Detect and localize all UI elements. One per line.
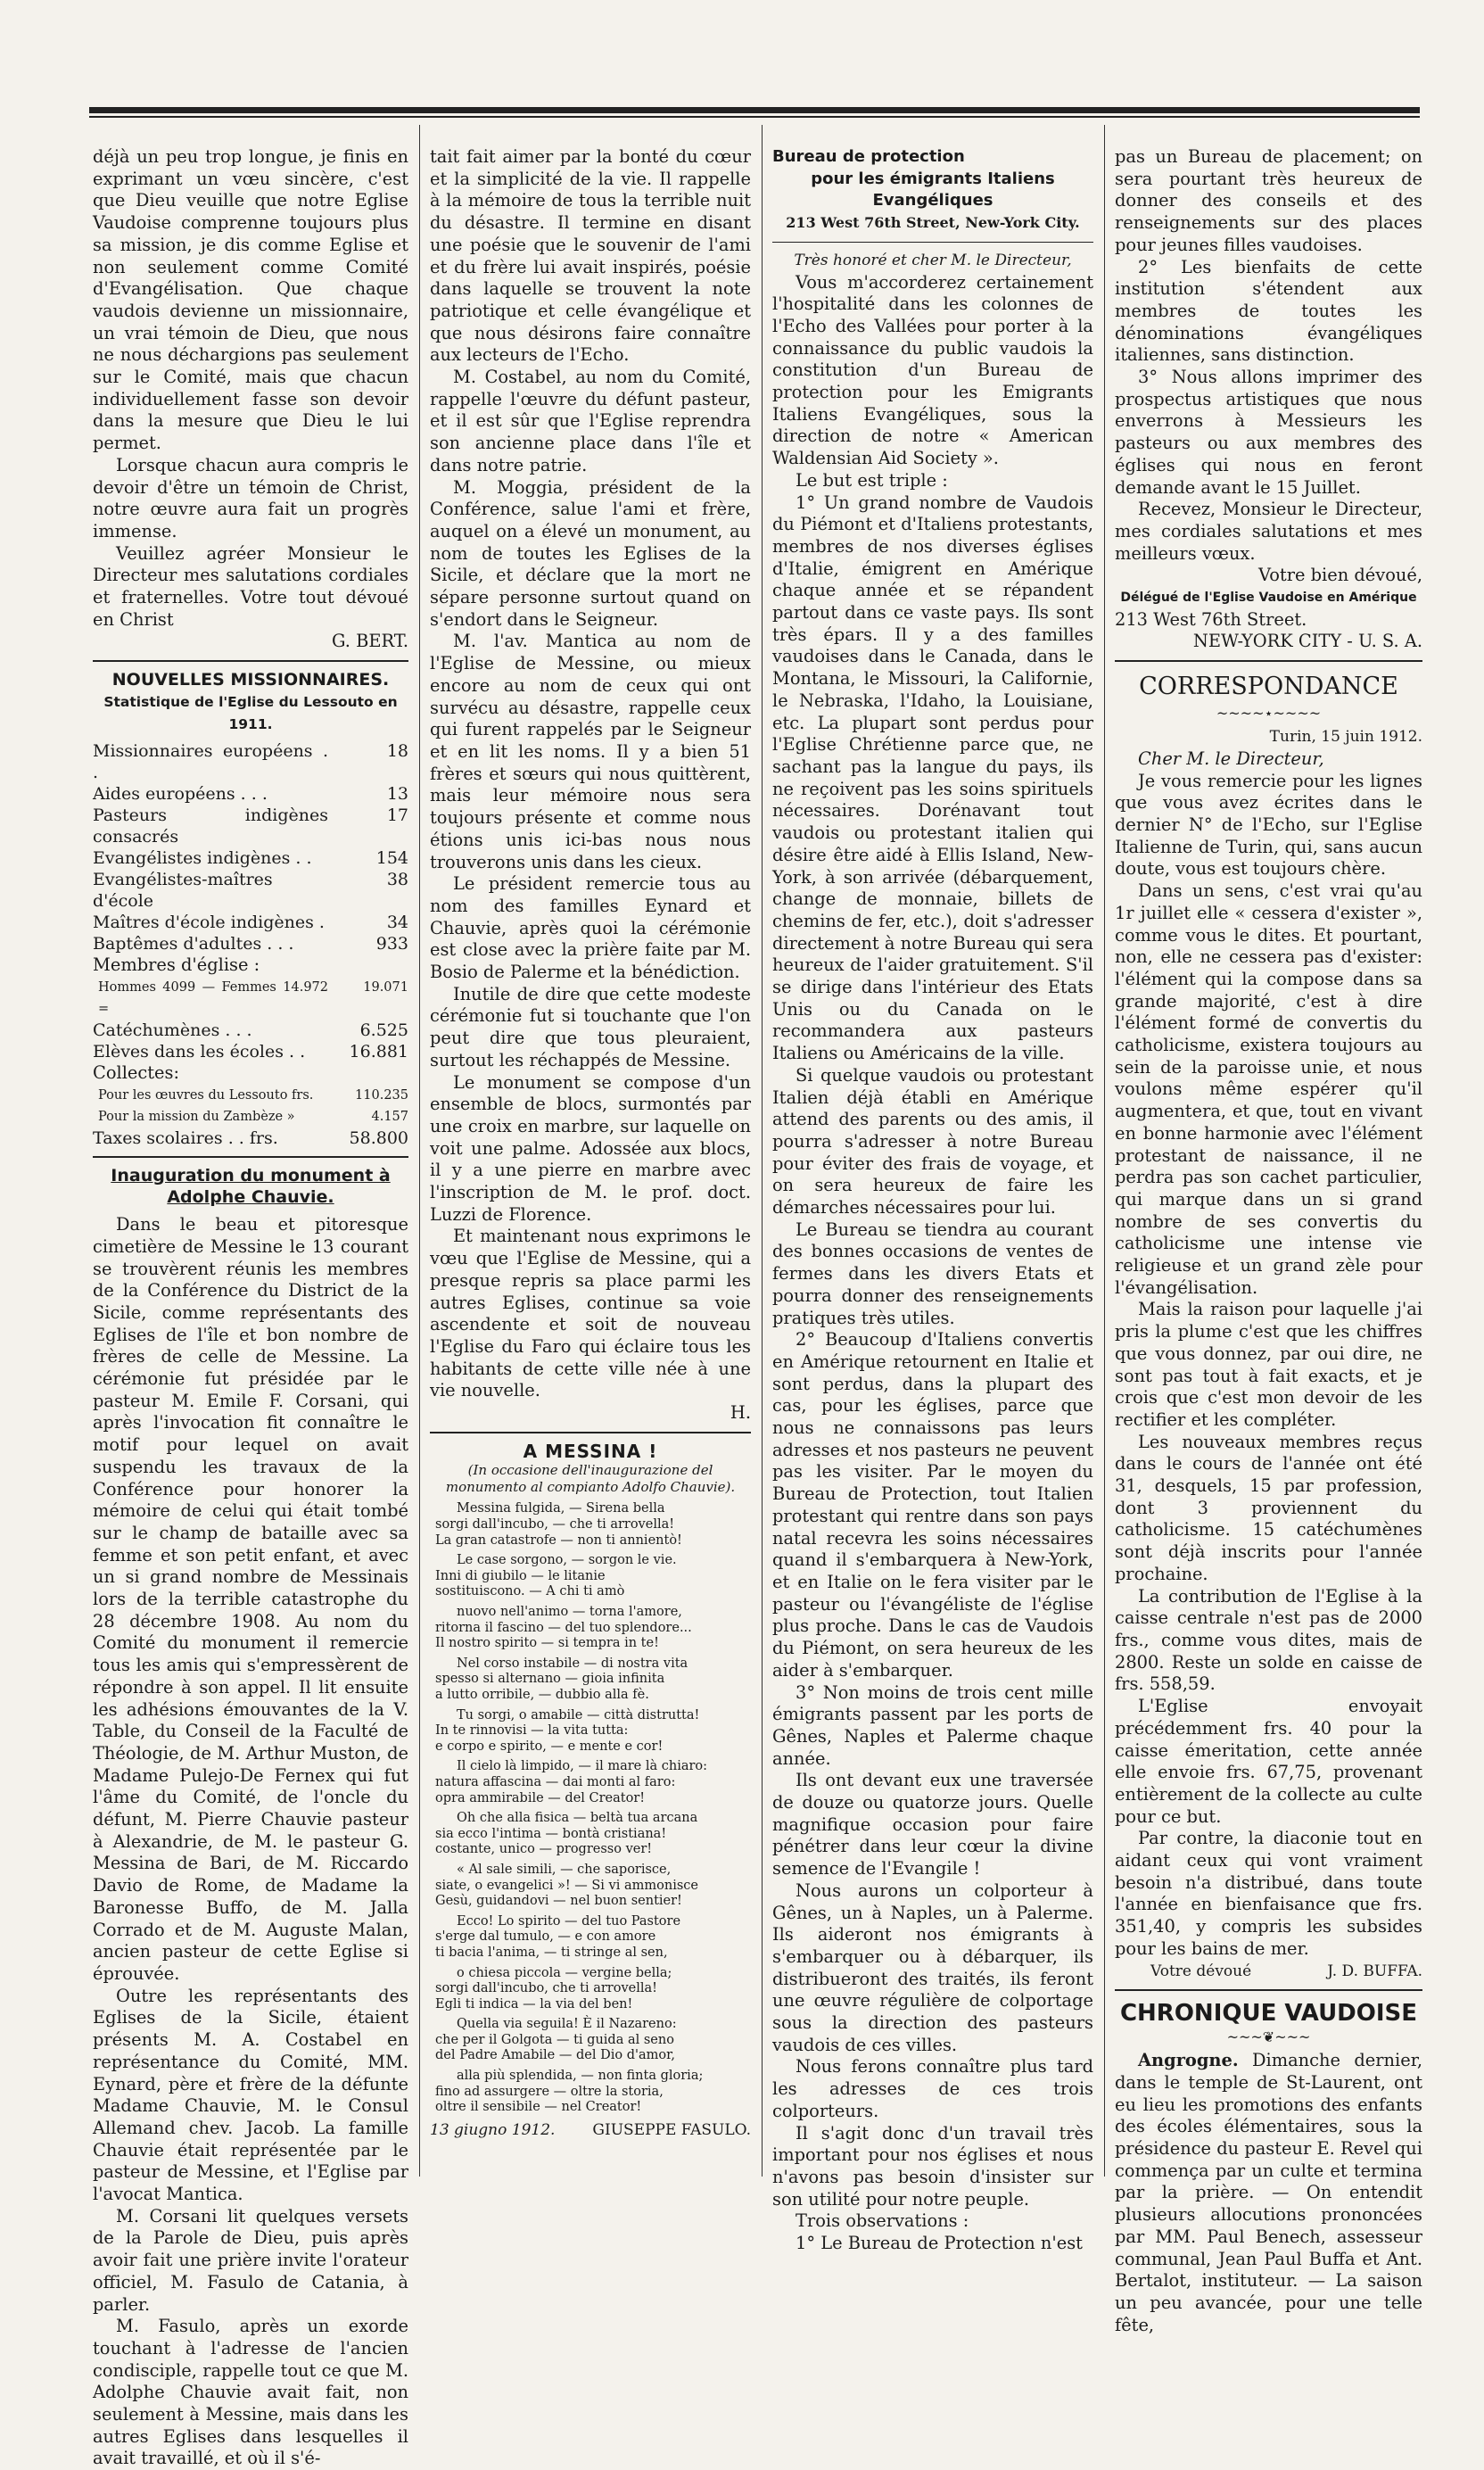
poem-line: Gesù, guidandovi — nel buon sentier! xyxy=(435,1894,682,1909)
section-title: CORRESPONDANCE xyxy=(1139,673,1398,701)
poem-line: s'erge dal tumulo, — e con amore xyxy=(435,1929,656,1945)
poem-line: sia ecco l'intima — bontà cristiana! xyxy=(435,1826,667,1841)
stats-row xyxy=(93,1085,408,1106)
poem-line: Inni di giubilo — le litanie xyxy=(435,1568,606,1583)
article-paragraph: 1° Un grand nombre de Vaudois du Piémont et d'Italiens protestants, membres de nos diverses églises d'Italie, émigrent en Amérique chaque année et se répandent partout dans ce vaste pays. Ils sont très épars. Il y a des familles vaudoises dans le Canada, dans le Montana, le Missouri, la Californie, le Nebraska, l'Idaho, la Louisiane, etc. La plupart sont perdus pour l'Eglise Chrétienne parce que, ne sachant pas la langue du pays, ils ne reçoivent pas les soins spirituels nécessaires. Dorénavant tout vaudois ou protestant italien qui désire être aidé à Ellis Island, New-York, à son arrivée (débarquement, change de monnaie, billets de chemins de fer, etc.), doit s'adresser directement à notre Bureau qui sera heureux de l'aider gratuitement. S'il se dirige dans l'intérieur des Etats Unis ou du Canada on le recommandera aux pasteurs Italiens ou Américains de la ville. xyxy=(772,492,1093,1064)
column-divider xyxy=(1104,125,1105,2177)
article-paragraph: Les nouveaux membres reçus dans le cours de l'année ont été 31, desquels, 15 par profession, dont 3 proviennent du catholicisme. 15 catéchumènes sont déjà inscrits pour l'année prochaine. xyxy=(1115,1431,1422,1584)
section-rule xyxy=(93,1156,408,1158)
article-paragraph: Lorsque chacun aura compris le devoir d'être un témoin de Christ, notre œuvre aura fait un progrès immense. xyxy=(93,454,408,541)
poem-line: ritorna il fascino — del tuo splendore... xyxy=(435,1620,692,1635)
stats-value: 110.235 xyxy=(355,1087,408,1103)
column-divider xyxy=(762,125,763,2177)
section-title: Bureau de protection xyxy=(772,147,965,166)
chronicle-text: Dimanche dernier, dans le temple de St-Laurent, ont eu lieu les promotions des enfants des écoles élémentaires, sous la présidence du pasteur E. Revel qui commença par un culte et termina par la prière. — On entendit plusieurs allocutions prononcées par MM. Paul Benech, assesseur communal, Jean Paul Buffa et Ant. Bertalot, instituteur. — La saison un peu avancée, pour une telle fête, xyxy=(1115,2050,1422,2335)
article-paragraph: 2° Beaucoup d'Italiens convertis en Amérique retournent en Italie et sont perdus, dans la plupart des cas, pour les églises, parce que nous ne connaissons pas leurs adresses et nos pasteurs ne peuvent pas les visiter. Par le moyen du Bureau de Protection, tout Italien protestant qui rentre dans son pays natal recevra les soins nécessaires quand il s'embarquera à New-York, et en Italie on le fera visiter par le pasteur ou l'évangéliste de l'église plus proche. Dans le cas de Vaudois du Piémont, on sera heureux de les aider à s'embarquer. xyxy=(772,1329,1093,1681)
flourish-icon: ~~~~⋆~~~~ xyxy=(1216,705,1322,723)
stats-label: Membres d'église : xyxy=(93,954,260,976)
poem-line: opra ammirabile — del Creator! xyxy=(435,1790,646,1805)
flourish-icon: ~~~❦~~~ xyxy=(1226,2028,1311,2046)
dateline: Turin, 15 juin 1912. xyxy=(1269,728,1422,747)
stats-value: 154 xyxy=(375,848,408,869)
article-paragraph: La contribution de l'Eglise à la caisse centrale n'est pas de 2000 frs., comme vous dites, mais de 2800. Reste un solde en caisse de frs. 558,59. xyxy=(1115,1585,1422,1695)
column-4 xyxy=(1115,146,1422,2335)
salutation: Cher M. le Directeur, xyxy=(1138,748,1324,769)
stats-row xyxy=(93,912,408,933)
article-paragraph: Mais la raison pour laquelle j'ai pris la plume c'est que les chiffres que vous donnez, par oui dire, ne sont pas tout à fait exacts, et je crois que c'est mon devoir de les rectifier et les compléter. xyxy=(1115,1299,1422,1430)
top-rule xyxy=(89,107,1420,113)
article-paragraph: M. Corsani lit quelques versets de la Parole de Dieu, puis après avoir fait une prière invite l'orateur officiel, M. Fasulo de Catania, à parler. xyxy=(93,2205,408,2315)
poem-line: Le case sorgono, — sorgon le vie. xyxy=(457,1553,677,1568)
poem-line: o chiesa piccola — vergine bella; xyxy=(457,1965,672,1980)
stats-label: Pour la mission du Zambèze » xyxy=(98,1109,295,1124)
stats-label: Maîtres d'école indigènes . xyxy=(93,913,325,933)
article-paragraph: M. l'av. Mantica au nom de l'Eglise de Messine, ou mieux encore au nom de ceux qui ont survécu au désastre, rappelle ceux qui furent rappelés par le Seigneur et en lit les noms. Il y a bien 51 frères et sœurs qui nous quittèrent, mais leur mémoire nous sera toujours présente et comme nous étions unis ici-bas nous nous trouverons unis dans les cieux. xyxy=(430,631,751,872)
poem-footer xyxy=(430,2119,751,2142)
stats-label: Aides européens . . . xyxy=(93,784,268,805)
article-paragraph: Vous m'accorderez certainement l'hospitalité dans les colonnes de l'Echo des Vallées pour porter à la connaissance du public vaudois la constitution d'un Bureau de protection pour les Emigrants Italiens Evangéliques, sous la direction de notre « American Waldensian Aid Society ». xyxy=(772,271,1093,469)
article-paragraph: Nous aurons un colporteur à Gênes, un à Naples, un à Palerme. Ils aideront nos émigrants à s'embarquer ou à débarquer, ils distribueront des traités, ils feront une œuvre régulière de colportage sous la direction des pasteurs vaudois de ces villes. xyxy=(772,1879,1093,2055)
column-1 xyxy=(93,146,408,2469)
article-paragraph: tait fait aimer par la bonté du cœur et la simplicité de la vie. Il rappelle à la mémoire de tous la terrible nuit du désastre. Il termine en disant une poésie que le souvenir de l'ami et du frère lui avait inspirés, poésie dans laquelle se trouvent la note patriotique et celle évangélique et que nous désirons faire connaître aux lecteurs de l'Echo. xyxy=(430,146,751,366)
article-paragraph: M. Fasulo, après un exorde touchant à l'adresse de l'ancien condisciple, rappelle tout ce que M. Adolphe Chauvie avait fait, non seulement à Messine, mais dans les autres Eglises dans lesquelles il avait travaillé, et où il s'é- xyxy=(93,2316,408,2469)
section-title-line2: pour les émigrants Italiens Evangéliques xyxy=(811,169,1055,211)
article-paragraph: Le président remercie tous au nom des familles Eynard et Chauvie, après quoi la cérémonie est close avec la prière faite par M. Bosio de Palerme et la bénédiction. xyxy=(430,873,751,983)
salutation: Très honoré et cher M. le Directeur, xyxy=(794,251,1072,269)
poem-line: costante, unico — progresso ver! xyxy=(435,1842,653,1857)
poem-date: 13 giugno 1912. xyxy=(430,2120,556,2139)
stats-value: 34 xyxy=(386,913,408,933)
section-title: NOUVELLES MISSIONNAIRES. xyxy=(111,670,390,690)
signature-address: 213 West 76th Street. xyxy=(1115,608,1307,630)
poem-line: Nel corso instabile — di nostra vita xyxy=(457,1656,688,1671)
article-paragraph: Veuillez agréer Monsieur le Directeur mes salutations cordiales et fraternelles. Votre tout dévoué en Christ xyxy=(93,542,408,630)
poem-line: Messina fulgida, — Sirena bella xyxy=(457,1501,665,1516)
section-rule xyxy=(1115,1989,1422,1991)
article-paragraph: L'Eglise envoyait précédemment frs. 40 pour la caisse émeritation, cette année elle envoie frs. 67,75, provenant entièrement de la collecte au culte pour ce but. xyxy=(1115,1696,1422,1827)
poem-line: del Padre Amabile — del Dio d'amor, xyxy=(435,2048,676,2063)
article-paragraph: Recevez, Monsieur le Directeur, mes cordiales salutations et mes meilleurs vœux. xyxy=(1115,499,1422,564)
poem-line: ti bacia l'anima, — ti stringe al sen, xyxy=(435,1945,668,1960)
stats-row xyxy=(93,1106,408,1128)
article-paragraph: Si quelque vaudois ou protestant Italien déjà établi en Amérique attend des parents ou des amis, il pourra s'adresser à notre Bureau pour éviter des frais de voyage, et on sera heureux de faire les démarches nécessaires pour lui. xyxy=(772,1064,1093,1218)
article-paragraph: pas un Bureau de placement; on sera pourtant très heureux de donner des conseils et des renseignements sur des places pour jeunes filles vaudoises. xyxy=(1115,146,1422,255)
stats-value: 18 xyxy=(386,741,408,762)
section-title: Inauguration du monument à Adolphe Chauvie. xyxy=(111,1165,391,1208)
article-paragraph: Dans un sens, c'est vrai qu'au 1r juillet elle « cessera d'exister », comme vous le dites. Et pourtant, non, elle ne cessera pas d'exister: l'élément qui la compose dans sa grande majorité, c'est à dire l'élément formé de convertis du catholicisme, existera toujours au sein de la paroisse unie, et nous voulons même espérer qu'il augmentera, et que, tout en vivant en bonne harmonie avec l'élément protestant de naissance, il ne perdra pas son cachet particulier, qui marque dans un si grand nombre de ses convertis du catholicisme une intense vie religieuse et un grand zèle pour l'évangélisation. xyxy=(1115,880,1422,1298)
stats-row xyxy=(93,933,408,954)
poem-line: Egli ti indica — la via del ben! xyxy=(435,1996,633,2012)
article-paragraph: Dans le beau et pitoresque cimetière de Messine le 13 courant se trouvèrent réunis les membres de la Conférence du District de la Sicile, comme représentants des Eglises de l'île et bon nombre de frères de celle de Messine. La cérémonie fut présidée par le pasteur M. Emile F. Corsani, qui après l'invocation fit connaître le motif pour lequel on avait suspendu les travaux de la Conférence pour honorer la mémoire de celui qui était tombé sur le champ de bataille avec sa femme et son petit enfant, et avec un si grand nombre de Messinais lors de la terrible catastrophe du 28 décembre 1908. Au nom du Comité du monument il remercie tous les amis qui s'empressèrent de répondre à son appel. Il lit ensuite les adhésions émouvantes de la V. Table, du Conseil de la Faculté de Théologie, de M. Arthur Muston, de Madame Pulejo-De Fernex qui fut l'âme du Comité, de l'oncle du défunt, M. Pierre Chauvie pasteur à Alexandrie, de M. le pasteur G. Messina de Bari, de M. Riccardo Davio de Rome, de Madame la Baronesse Buffo, de M. Jalla Corrado et de M. Auguste Malan, ancien pasteur de cette Eglise si éprouvée. xyxy=(93,1214,408,1984)
article-paragraph: Et maintenant nous exprimons le vœu que l'Eglise de Messine, qui a presque repris sa place parmi les autres Eglises, continue sa voie ascendente et soit de nouveau l'Eglise du Faro qui éclaire tous les habitants de cette ville née à une vie nouvelle. xyxy=(430,1226,751,1401)
poem-author: GIUSEPPE FASULO. xyxy=(592,2120,751,2139)
stats-row xyxy=(93,1020,408,1041)
stats-row: Taxes scolaires . . frs. 58.800 xyxy=(93,1128,408,1148)
poem-line: sostituiscono. — A chi ti amò xyxy=(435,1584,625,1599)
article-paragraph: Outre les représentants des Eglises de la Sicile, étaient présents M. A. Costabel en représentance du Comité, MM. Eynard, père et frère de la défunte Madame Chauvie, M. le Consul Allemand chev. Jacob. La famille Chauvie était représentée par le pasteur de Messine, et l'Eglise par l'avocat Mantica. xyxy=(93,1985,408,2205)
poem-title: A MESSINA ! xyxy=(523,1440,658,1462)
stats-table xyxy=(93,1020,408,1062)
article-paragraph: déjà un peu trop longue, je finis en exprimant un vœu sincère, c'est que Dieu veuille que notre Eglise Vaudoise comprenne toujours plus sa mission, je dis comme Eglise et non seulement comme Comité d'Evangélisation. Que chaque vaudois devienne un missionnaire, un vrai témoin de Dieu, que nous ne nous déchargions pas seulement sur le Comité, mais que chacun individuellement fasse son devoir dans la mesure que Dieu le lui permet. xyxy=(93,146,408,454)
poem-line: natura affascina — dai monti al faro: xyxy=(435,1774,676,1789)
signature: H. xyxy=(730,1402,751,1424)
stats-label: Evangélistes indigènes . . xyxy=(93,848,312,869)
article-paragraph: Ils ont devant eux une traversée de douze ou quatorze jours. Quelle magnifique occasion pour faire pénétrer dans leur cœur la divine semence de l'Evangile ! xyxy=(772,1770,1093,1879)
article-paragraph: Je vous remercie pour les lignes que vous avez écrites dans le dernier N° de l'Echo, sur l'Eglise Italienne de Turin, qui, sans aucun doute, vous est toujours chère. xyxy=(1115,770,1422,880)
signature xyxy=(1115,1961,1422,1983)
poem-line: Il cielo là limpido, — il mare là chiaro: xyxy=(457,1759,708,1774)
poem-line: alla più splendida, — non finta gloria; xyxy=(457,2069,704,2084)
section-title: CHRONIQUE VAUDOISE xyxy=(1119,2000,1418,2028)
article-paragraph: Par contre, la diaconie tout en aidant ceux qui vont vraiment besoin n'a distribué, dans toute l'année en bienfaisance que frs. 351,40, y compris les subsides pour les bains de mer. xyxy=(1115,1828,1422,1959)
stats-label: Evangélistes-maîtres d'école xyxy=(93,870,273,912)
signature-name: J. D. BUFFA. xyxy=(1327,1962,1422,1980)
poem-line: oltre il sensibile — nel Creator! xyxy=(435,2100,642,2115)
poem-line: siate, o evangelici »! — Si vi ammonisce xyxy=(435,1878,698,1893)
column-divider xyxy=(419,125,420,2177)
poem-line: La gran catastrofe — non ti annientò! xyxy=(435,1532,682,1548)
poem-line: sorgi dall'incubo, che ti arrovella! xyxy=(435,1981,657,1996)
section-subtitle: Statistique de l'Eglise du Lessouto en 1911. xyxy=(103,693,398,732)
poem-line: Tu sorgi, o amabile — città distrutta! xyxy=(457,1707,700,1722)
poem-line: « Al sale simili, — che saporisce, xyxy=(457,1862,672,1877)
stats-table xyxy=(93,1085,408,1128)
poem-line: a lutto orribile, — dubbio alla fè. xyxy=(435,1688,649,1703)
stats-row xyxy=(93,805,408,847)
section-rule xyxy=(772,242,1093,243)
stats-value: 4.157 xyxy=(371,1109,408,1124)
stats-row xyxy=(93,1041,408,1062)
stats-label: Catéchumènes . . . xyxy=(93,1020,252,1040)
poem-subtitle: (In occasione dell'inaugurazione del monumento al compianto Adolfo Chauvie). xyxy=(445,1462,736,1496)
column-3 xyxy=(772,146,1093,2254)
article-paragraph: Nous ferons connaître plus tard les adresses de ces trois colporteurs. xyxy=(772,2056,1093,2121)
stats-row: Hommes 4099 — Femmes 14.972 = 19.071 xyxy=(98,979,408,1016)
poem-line: e corpo e spirito, — e mente e cor! xyxy=(435,1739,664,1754)
signature-title: Délégué de l'Eglise Vaudoise en Amérique xyxy=(1120,591,1417,606)
stats-table xyxy=(93,740,408,954)
address: 213 West 76th Street, New-York City. xyxy=(786,214,1080,232)
poem-line: fino ad assurgere — oltre la storia, xyxy=(435,2084,664,2099)
stats-label: Missionnaires européens . . xyxy=(93,741,328,783)
signature-lead: Votre dévoué xyxy=(1150,1962,1252,1980)
section-rule xyxy=(93,660,408,662)
poem-line: sorgi dall'incubo, — che ti arrovella! xyxy=(435,1517,675,1532)
stats-value: 17 xyxy=(386,805,408,826)
article-paragraph: Trois observations : xyxy=(796,2210,969,2232)
stats-label: Baptêmes d'adultes . . . xyxy=(93,934,294,954)
poem-line: Quella via seguila! È il Nazareno: xyxy=(457,2017,677,2032)
signature: G. BERT. xyxy=(331,631,408,652)
article-paragraph: Le monument se compose d'un ensemble de blocs, surmontés par une croix en marbre, sur laquelle on voit une palme. Adossée aux blocs, il y a une pierre en marbre avec l'inscription de M. le prof. doct. Luzzi de Florence. xyxy=(430,1071,751,1225)
signature: Votre bien dévoué, xyxy=(1258,565,1422,586)
stats-value: 6.525 xyxy=(359,1020,408,1040)
stats-row xyxy=(93,869,408,912)
article-paragraph: M. Moggia, président de la Conférence, salue l'ami et frère, auquel on a élevé un monument, au nom de toutes les Eglises de la Sicile, et déclare que la mort ne sépare personne surtout quand on s'endort dans le Seigneur. xyxy=(430,476,751,630)
poem-line: Oh che alla fisica — beltà tua arcana xyxy=(457,1811,698,1826)
column-2 xyxy=(430,146,751,2189)
article-paragraph: Inutile de dire que cette modeste cérémonie fut si touchante que l'on peut dire que tous pleuraient, surtout les réchappés de Messine. xyxy=(430,983,751,1070)
article-paragraph: Il s'agit donc d'un travail très important pour nos églises et nous n'avons pas besoin d'insister sur son utilité pour notre peuple. xyxy=(772,2122,1093,2210)
stats-label: Collectes: xyxy=(93,1062,180,1083)
article-paragraph: 3° Nous allons imprimer des prospectus artistiques que nous enverrons à Messieurs les pasteurs ou aux membres des églises qui nous en feront demande avant le 15 Juillet. xyxy=(1115,367,1422,498)
poem-line: nuovo nell'animo — torna l'amore, xyxy=(457,1605,682,1620)
poem-line: In te rinnovisi — la vita tutta: xyxy=(435,1723,629,1739)
poem-line: che per il Golgota — ti guida al seno xyxy=(435,2032,674,2047)
stats-value: 13 xyxy=(386,784,408,805)
article-paragraph: Le Bureau se tiendra au courant des bonnes occasions de ventes de fermes dans les divers Etats et pourra donner des renseignements pratiques très utiles. xyxy=(772,1218,1093,1328)
signature-city: NEW-YORK CITY - U. S. A. xyxy=(1192,631,1422,652)
stats-row xyxy=(93,740,408,783)
poem-line: Ecco! Lo spirito — del tuo Pastore xyxy=(457,1913,681,1929)
stats-label: Pasteurs indigènes consacrés xyxy=(93,805,328,847)
stats-value: 38 xyxy=(386,870,408,890)
section-rule xyxy=(430,1432,751,1433)
article-paragraph xyxy=(1115,2050,1422,2336)
stats-label: Pour les œuvres du Lessouto frs. xyxy=(98,1087,314,1103)
place-name: Angrogne. xyxy=(1138,2050,1239,2071)
stats-label: Elèves dans les écoles . . xyxy=(93,1041,306,1062)
poem xyxy=(430,1501,751,2115)
poem-line: Il nostro spirito — si tempra in te! xyxy=(435,1636,659,1651)
poem-line: spesso si alternano — gioia infinita xyxy=(435,1672,665,1687)
article-paragraph: 2° Les bienfaits de cette institution s'étendent aux membres de toutes les dénominations évangéliques italiennes, sans distinction. xyxy=(1115,256,1422,366)
article-paragraph: Le but est triple : xyxy=(796,469,948,491)
stats-value: 16.881 xyxy=(349,1041,408,1062)
stats-row xyxy=(93,847,408,869)
article-paragraph: 1° Le Bureau de Protection n'est xyxy=(796,2233,1083,2254)
stats-value: 933 xyxy=(375,934,408,954)
section-rule xyxy=(1115,660,1422,662)
top-rule-thin xyxy=(89,116,1420,118)
article-paragraph: 3° Non moins de trois cent mille émigrants passent par les ports de Gênes, Naples et Palerme chaque année. xyxy=(772,1681,1093,1769)
stats-row xyxy=(93,783,408,805)
article-paragraph: M. Costabel, au nom du Comité, rappelle l'œuvre du défunt pasteur, et il est sûr que l'Eglise reprendra son ancienne place dans l'île et dans notre patrie. xyxy=(430,367,751,475)
